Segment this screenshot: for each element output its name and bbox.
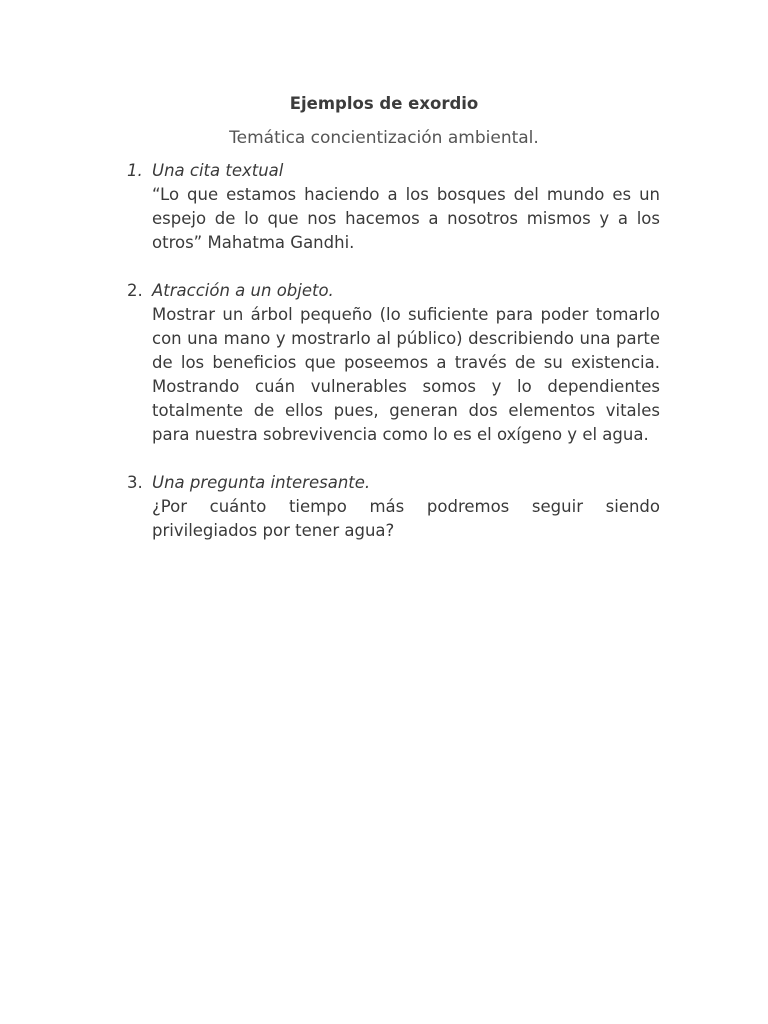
document-subtitle: Temática concientización ambiental. xyxy=(229,128,539,148)
item-number: 3. xyxy=(127,473,143,492)
document-title: Ejemplos de exordio xyxy=(289,94,479,113)
item-number: 2. xyxy=(127,281,143,300)
item-heading: Una cita textual xyxy=(152,161,284,180)
list-item xyxy=(127,159,660,255)
list-item xyxy=(127,279,660,447)
item-body: Mostrar un árbol pequeño (lo suficiente para poder tomarlo con una mano y mostrarlo al público) describiendo una parte de los beneficios que poseemos a través de su existencia. Mostrando cuán vulnerables somos y lo dependientes totalmente de ellos pues, generan dos elementos vitales para nuestra sobrevivencia como lo es el oxígeno y el agua. xyxy=(152,305,660,444)
item-body: ¿Por cuánto tiempo más podremos seguir siendo privilegiados por tener agua? xyxy=(152,497,660,540)
item-number: 1. xyxy=(127,161,143,180)
list-item xyxy=(127,471,660,543)
item-heading: Atracción a un objeto. xyxy=(152,281,334,300)
example-list xyxy=(127,159,660,567)
item-body: “Lo que estamos haciendo a los bosques del mundo es un espejo de lo que nos hacemos a nosotros mismos y a los otros” Mahatma Gandhi. xyxy=(152,185,660,252)
item-heading: Una pregunta interesante. xyxy=(152,473,371,492)
